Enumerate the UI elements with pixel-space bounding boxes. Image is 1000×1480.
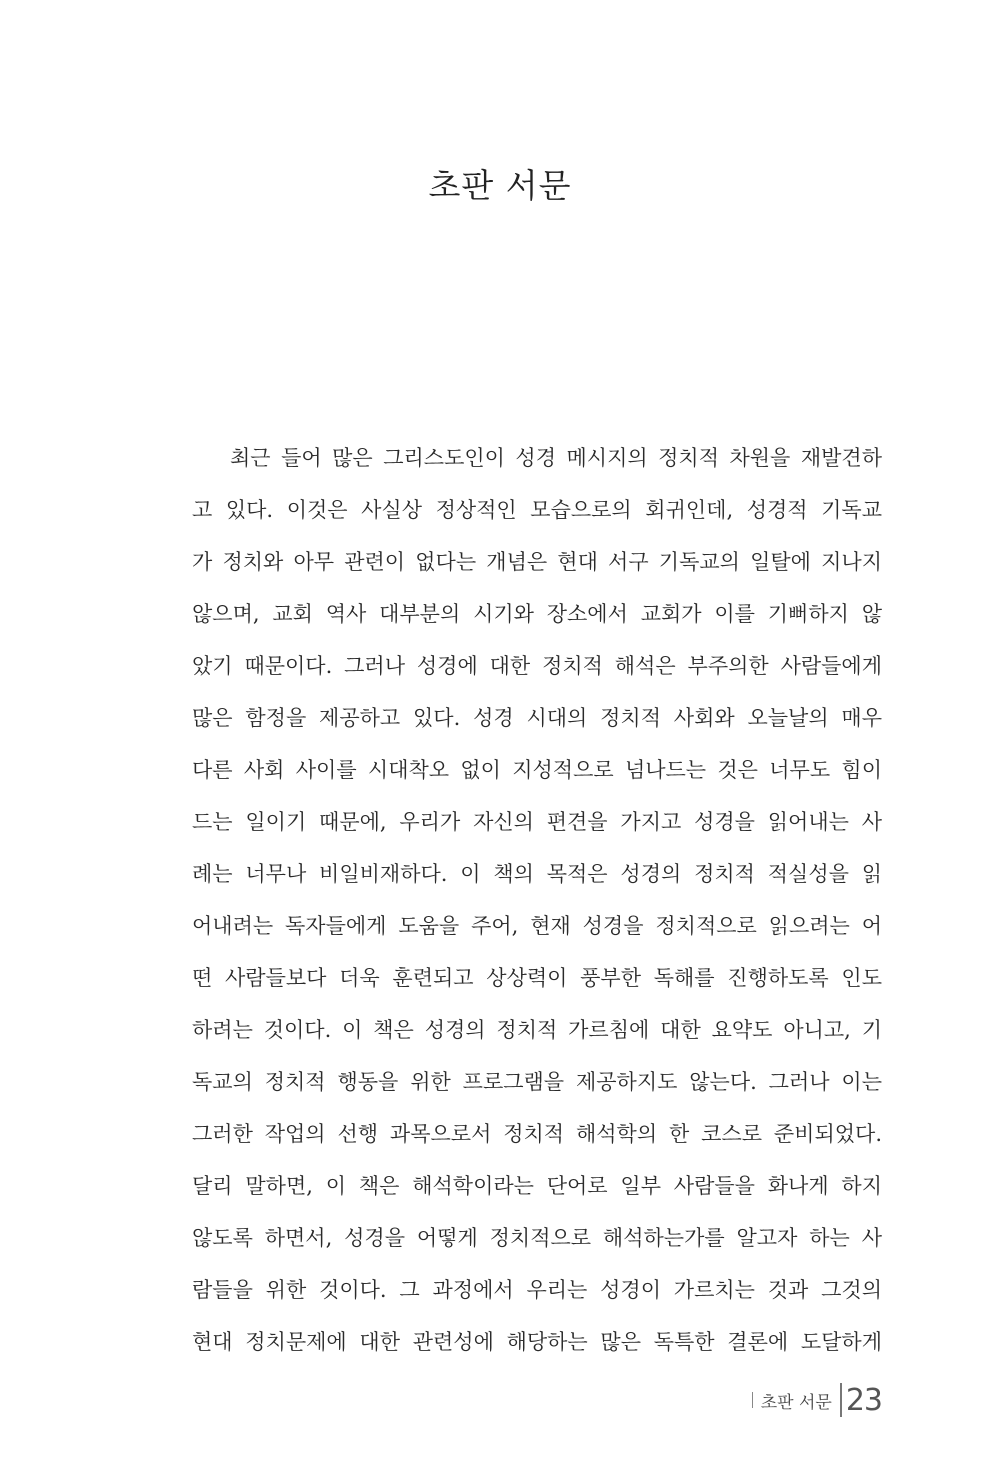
body-text	[192, 432, 882, 1368]
body-line: 달리 말하면, 이 책은 해석학이라는 단어로 일부 사람들을 화나게 하지	[192, 1174, 882, 1198]
body-line: 람들을 위한 것이다. 그 과정에서 우리는 성경이 가르치는 것과 그것의	[192, 1278, 882, 1302]
body-line: 았기 때문이다. 그러나 성경에 대한 정치적 해석은 부주의한 사람들에게	[192, 654, 882, 678]
body-line: 례는 너무나 비일비재하다. 이 책의 목적은 성경의 정치적 적실성을 읽	[192, 862, 882, 886]
page-number: 23	[845, 1382, 882, 1418]
body-line: 드는 일이기 때문에, 우리가 자신의 편견을 가지고 성경을 읽어내는 사	[192, 810, 882, 834]
body-line: 독교의 정치적 행동을 위한 프로그램을 제공하지도 않는다. 그러나 이는	[192, 1070, 882, 1094]
body-line: 그러한 작업의 선행 과목으로서 정치적 해석학의 한 코스로 준비되었다.	[192, 1122, 882, 1146]
footer-divider	[840, 1383, 842, 1417]
body-line: 떤 사람들보다 더욱 훈련되고 상상력이 풍부한 독해를 진행하도록 인도	[192, 966, 882, 990]
body-line: 하려는 것이다. 이 책은 성경의 정치적 가르침에 대한 요약도 아니고, 기	[192, 1018, 882, 1042]
body-line: 않도록 하면서, 성경을 어떻게 정치적으로 해석하는가를 알고자 하는 사	[192, 1226, 882, 1250]
running-head: 초판 서문	[760, 1392, 832, 1413]
body-line: 다른 사회 사이를 시대착오 없이 지성적으로 넘나드는 것은 너무도 힘이	[192, 758, 882, 782]
body-line: 어내려는 독자들에게 도움을 주어, 현재 성경을 정치적으로 읽으려는 어	[192, 914, 882, 938]
body-line: 최근 들어 많은 그리스도인이 성경 메시지의 정치적 차원을 재발견하	[230, 446, 882, 470]
body-line: 가 정치와 아무 관련이 없다는 개념은 현대 서구 기독교의 일탈에 지나지	[192, 550, 882, 574]
body-line: 현대 정치문제에 대한 관련성에 해당하는 많은 독특한 결론에 도달하게	[192, 1330, 882, 1354]
page-footer	[752, 1380, 882, 1420]
footer-tick	[752, 1392, 753, 1408]
body-line: 않으며, 교회 역사 대부분의 시기와 장소에서 교회가 이를 기뻐하지 않	[192, 602, 882, 626]
body-line: 고 있다. 이것은 사실상 정상적인 모습으로의 회귀인데, 성경적 기독교	[192, 498, 882, 522]
body-line: 많은 함정을 제공하고 있다. 성경 시대의 정치적 사회와 오늘날의 매우	[192, 706, 882, 730]
chapter-title: 초판 서문	[428, 166, 572, 206]
